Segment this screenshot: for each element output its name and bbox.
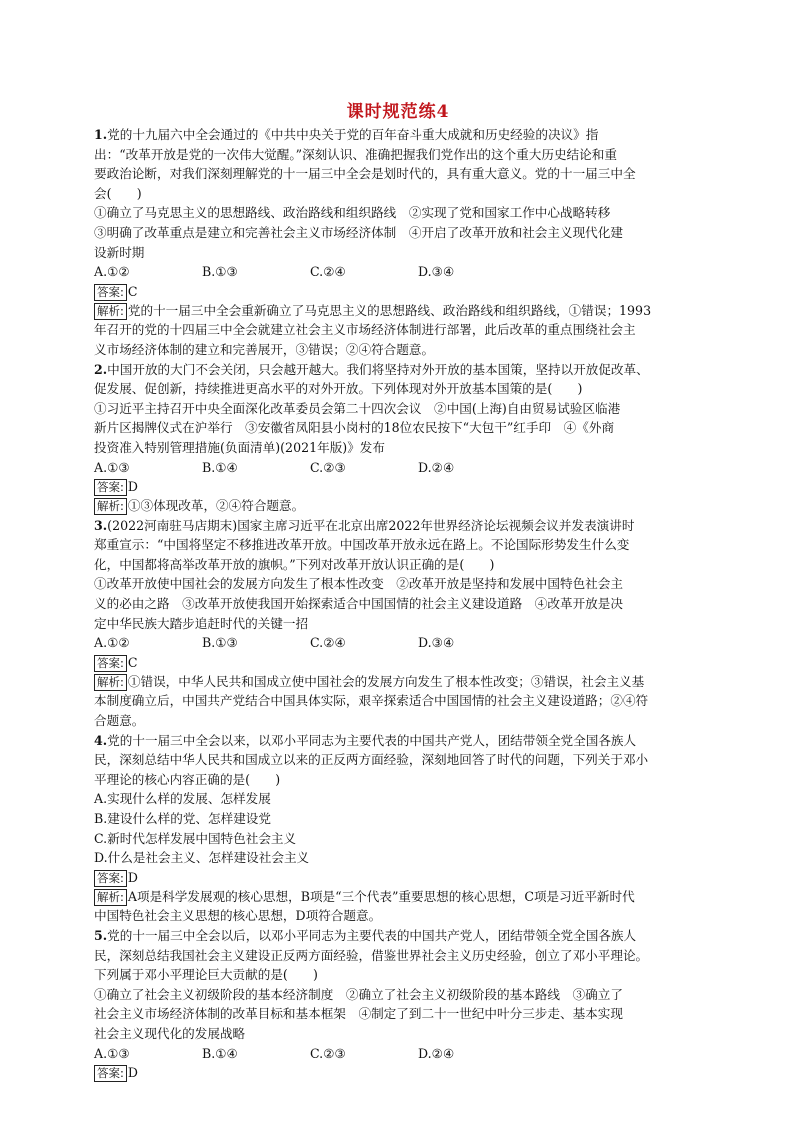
option: C.②③ <box>310 459 346 475</box>
question-list <box>94 125 702 1082</box>
statement-line: B.建设什么样的党、怎样建设党 <box>94 811 271 826</box>
question-number: 2. <box>94 361 108 377</box>
option: A.①③ <box>94 459 130 475</box>
explanation-line: 中国特色社会主义思想的核心思想，D项符合题意。 <box>94 908 382 924</box>
explanation-line: 本制度确立后，中国共产党结合中国具体实际，艰辛探索适合中国国情的社会主义建设道路；②④符 <box>94 693 649 709</box>
answer-value: D <box>127 1065 138 1081</box>
explanation-tag: 解析: <box>94 303 127 320</box>
question-stem <box>94 360 702 458</box>
statement-line: 社会主义现代化的发展战略 <box>94 1025 246 1041</box>
answer-line <box>94 653 702 672</box>
answer-tag: 答案: <box>94 1065 127 1082</box>
question-block <box>94 125 702 360</box>
explanation-line: 解析: A项是科学发展观的核心思想，B项是“三个代表”重要思想的核心思想，C项是习近平新时代 <box>94 887 702 907</box>
statement-line: 义的必由之路 ③改革开放使我国开始探索适合中国国情的社会主义建设道路 ④改革开放是决 <box>94 596 623 612</box>
answer-tag: 答案: <box>94 655 127 672</box>
explanation-line: 义市场经济体制的建立和完善展开，③错误；②④符合题意。 <box>94 341 435 357</box>
explanation-line: 合题意。 <box>94 713 145 729</box>
statement-line: ①确立了社会主义初级阶段的基本经济制度 ②确立了社会主义初级阶段的基本路线 ③确立了 <box>94 986 623 1002</box>
answer-value: C <box>127 283 138 299</box>
option: D.②④ <box>418 1045 455 1061</box>
stem-line: 要政治论断，对我们深刻理解党的十一届三中全会是划时代的，具有重大意义。党的十一届三中全 <box>94 166 636 182</box>
option: B.①④ <box>202 1045 238 1061</box>
answer-value: D <box>127 479 138 495</box>
option: B.①③ <box>202 635 238 651</box>
stem-line: 郑重宣示：“中国将坚定不移推进改革开放。中国改革开放永远在路上。不论国际形势发生什么变 <box>94 537 630 553</box>
option: A.①③ <box>94 1045 130 1061</box>
stem-line: 平理论的核心内容正确的是( ) <box>94 771 281 787</box>
explanation-tag: 解析: <box>94 498 127 515</box>
stem-line: 2.中国开放的大门不会关闭，只会越开越大。我们将坚持对外开放的基本国策，坚持以开放促改革、 <box>94 361 649 377</box>
question-stem <box>94 731 702 868</box>
explanation <box>94 887 702 926</box>
stem-line: 出：“改革开放是党的一次伟大觉醒。”深刻认识、准确把握我们党作出的这个重大历史结论和重 <box>94 146 617 162</box>
answer-options <box>94 458 702 478</box>
question-number: 3. <box>94 517 108 533</box>
stem-line: 民，深刻总结中华人民共和国成立以来的正反两方面经验，深刻地回答了时代的问题，下列关于邓小 <box>94 752 649 768</box>
statement-line: 投资准入特别管理措施(负面清单)(2021年版)》发布 <box>94 439 385 455</box>
explanation <box>94 496 702 516</box>
explanation-line: 解析: 党的十一届三中全会重新确立了马克思主义的思想路线、政治路线和组织路线，①错误；1993 <box>94 301 702 321</box>
option: C.②④ <box>310 264 346 280</box>
option: A.①② <box>94 264 130 280</box>
answer-line <box>94 868 702 887</box>
answer-tag: 答案: <box>94 479 127 496</box>
option: B.①④ <box>202 459 238 475</box>
statement-line: 定中华民族大踏步追赶时代的关键一招 <box>94 615 309 631</box>
question-stem <box>94 125 702 262</box>
statement-line: 新片区揭牌仪式在沪举行 ③安徽省凤阳县小岗村的18位农民按下“大包干”红手印 ④《外商 <box>94 420 615 436</box>
statement-line: D.什么是社会主义、怎样建设社会主义 <box>94 850 310 866</box>
stem-line: 4.党的十一届三中全会以来，以邓小平同志为主要代表的中国共产党人，团结带领全党全国各族人 <box>94 732 637 748</box>
option: C.②③ <box>310 1045 346 1061</box>
option: D.②④ <box>418 459 455 475</box>
answer-tag: 答案: <box>94 870 127 887</box>
answer-line <box>94 1063 702 1082</box>
question-stem <box>94 926 702 1044</box>
stem-line: 3.(2022河南驻马店期末)国家主席习近平在北京出席2022年世界经济论坛视频会议并发表演讲时 <box>94 517 635 533</box>
question-block <box>94 360 702 516</box>
statement-line: A.实现什么样的发展、怎样发展 <box>94 791 271 807</box>
option: D.③④ <box>418 635 455 651</box>
answer-line <box>94 477 702 496</box>
stem-line: 民，深刻总结我国社会主义建设正反两方面经验，借鉴世界社会主义历史经验，创立了邓小平理论。 <box>94 947 649 963</box>
page-title: 课时规范练4 <box>346 102 450 122</box>
answer-value: C <box>127 654 138 670</box>
answer-options <box>94 262 702 282</box>
stem-line: 5.党的十一届三中全会以后，以邓小平同志为主要代表的中国共产党人，团结带领全党全国各族人 <box>94 927 637 943</box>
option: B.①③ <box>202 264 238 280</box>
explanation-line: 解析: ①错误，中华人民共和国成立使中国社会的发展方向发生了根本性改变；③错误，社会主义基 <box>94 672 702 692</box>
explanation-tag: 解析: <box>94 889 127 906</box>
question-block <box>94 516 702 731</box>
explanation <box>94 672 702 731</box>
stem-line: 化，中国都将高举改革开放的旗帜。”下列对改革开放认识正确的是( ) <box>94 556 495 572</box>
answer-tag: 答案: <box>94 284 127 301</box>
question-number: 5. <box>94 927 108 943</box>
statement-line: ③明确了改革重点是建立和完善社会主义市场经济体制 ④开启了改革开放和社会主义现代化建 <box>94 224 623 240</box>
stem-line: 1.党的十九届六中全会通过的《中共中央关于党的百年奋斗重大成就和历史经验的决议》指 <box>94 127 599 142</box>
stem-line: 下列属于邓小平理论巨大贡献的是( ) <box>94 967 318 983</box>
answer-options <box>94 1044 702 1064</box>
option: C.②④ <box>310 635 346 651</box>
answer-options <box>94 633 702 653</box>
question-number: 4. <box>94 732 108 748</box>
explanation-tag: 解析: <box>94 674 127 691</box>
statement-line: C.新时代怎样发展中国特色社会主义 <box>94 830 297 846</box>
stem-line: 促发展、促创新，持续推进更高水平的对外开放。下列体现对外开放基本国策的是( ) <box>94 381 583 397</box>
statement-line: 设新时期 <box>94 244 145 260</box>
statement-line: 社会主义市场经济体制的改革目标和基本框架 ④制定了到二十一世纪中叶分三步走、基本实现 <box>94 1006 623 1022</box>
explanation-line: 年召开的党的十四届三中全会就建立社会主义市场经济体制进行部署，此后改革的重点围绕社会主 <box>94 322 636 338</box>
question-number: 1. <box>94 127 108 142</box>
explanation-line: 解析: ①③体现改革，②④符合题意。 <box>94 496 702 516</box>
worksheet-page <box>94 100 702 1082</box>
statement-line: ①确立了马克思主义的思想路线、政治路线和组织路线 ②实现了党和国家工作中心战略转移 <box>94 205 611 221</box>
option: A.①② <box>94 635 130 651</box>
option: D.③④ <box>418 264 455 280</box>
statement-line: ①改革开放使中国社会的发展方向发生了根本性改变 ②改革开放是坚持和发展中国特色社会主 <box>94 576 623 592</box>
stem-line: 会( ) <box>94 185 142 201</box>
answer-line <box>94 282 702 301</box>
answer-value: D <box>127 869 138 885</box>
statement-line: ①习近平主持召开中央全面深化改革委员会第二十四次会议 ②中国(上海)自由贸易试验区临港 <box>94 400 621 416</box>
question-block <box>94 731 702 926</box>
explanation <box>94 301 702 360</box>
question-stem <box>94 516 702 634</box>
question-block <box>94 926 702 1082</box>
